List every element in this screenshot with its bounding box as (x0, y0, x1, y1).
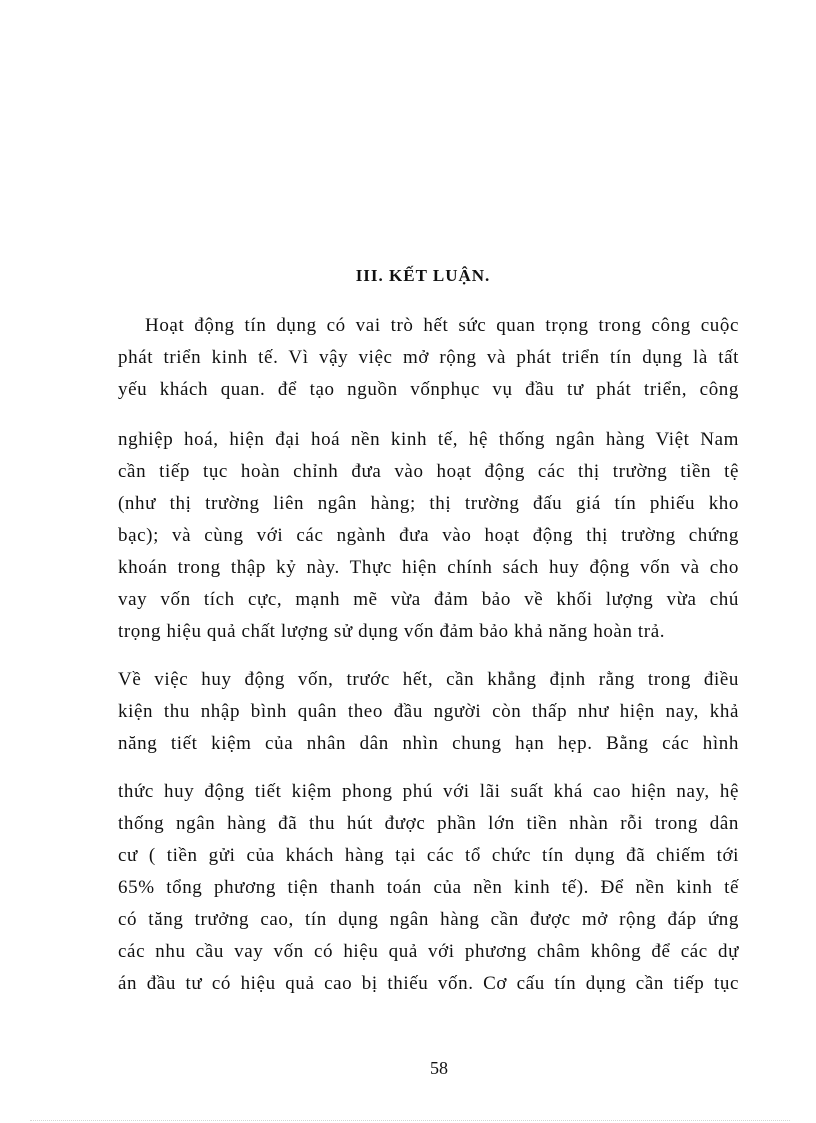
body-line: thức huy động tiết kiệm phong phú với lãi suất khá cao hiện nay, hệ (118, 781, 739, 802)
body-line: cư ( tiền gửi của khách hàng tại các tổ chức tín dụng đã chiếm tới (118, 845, 739, 866)
body-line: kiện thu nhập bình quân theo đầu người còn thấp như hiện nay, khả (118, 701, 739, 722)
body-line: thống ngân hàng đã thu hút được phần lớn tiền nhàn rỗi trong dân (118, 813, 739, 834)
body-line: khoán trong thập kỷ này. Thực hiện chính sách huy động vốn và cho (118, 557, 739, 578)
body-line: phát triển kinh tế. Vì vậy việc mở rộng và phát triển tín dụng là tất (118, 347, 739, 368)
body-line: bạc); và cùng với các ngành đưa vào hoạt động thị trường chứng (118, 525, 739, 546)
body-line: các nhu cầu vay vốn có hiệu quả với phương châm không để các dự (118, 941, 739, 962)
body-line: án đầu tư có hiệu quả cao bị thiếu vốn. Cơ cấu tín dụng cần tiếp tục (118, 973, 739, 994)
bottom-divider (30, 1120, 790, 1121)
body-line: nghiệp hoá, hiện đại hoá nền kinh tế, hệ thống ngân hàng Việt Nam (118, 429, 739, 450)
body-line: Về việc huy động vốn, trước hết, cần khẳng định rằng trong điều (118, 669, 739, 690)
body-line: yếu khách quan. để tạo nguồn vốnphục vụ đầu tư phát triển, công (118, 379, 739, 400)
section-heading: III. KẾT LUẬN. (355, 266, 491, 285)
body-line: (như thị trường liên ngân hàng; thị trường đấu giá tín phiếu kho (118, 493, 739, 514)
body-line: 65% tổng phương tiện thanh toán của nền kinh tế). Để nền kinh tế (118, 877, 739, 898)
body-line: vay vốn tích cực, mạnh mẽ vừa đảm bảo về khối lượng vừa chú (118, 589, 739, 610)
body-line: có tăng trưởng cao, tín dụng ngân hàng cần được mở rộng đáp ứng (118, 909, 739, 930)
body-line: năng tiết kiệm của nhân dân nhìn chung hạn hẹp. Bằng các hình (118, 733, 739, 754)
page-number: 58 (430, 1058, 448, 1078)
body-line: Hoạt động tín dụng có vai trò hết sức quan trọng trong công cuộc (145, 315, 739, 336)
body-line: trọng hiệu quả chất lượng sử dụng vốn đảm bảo khả năng hoàn trả. (118, 621, 666, 642)
body-line: cần tiếp tục hoàn chỉnh đưa vào hoạt động các thị trường tiền tệ (118, 461, 739, 482)
